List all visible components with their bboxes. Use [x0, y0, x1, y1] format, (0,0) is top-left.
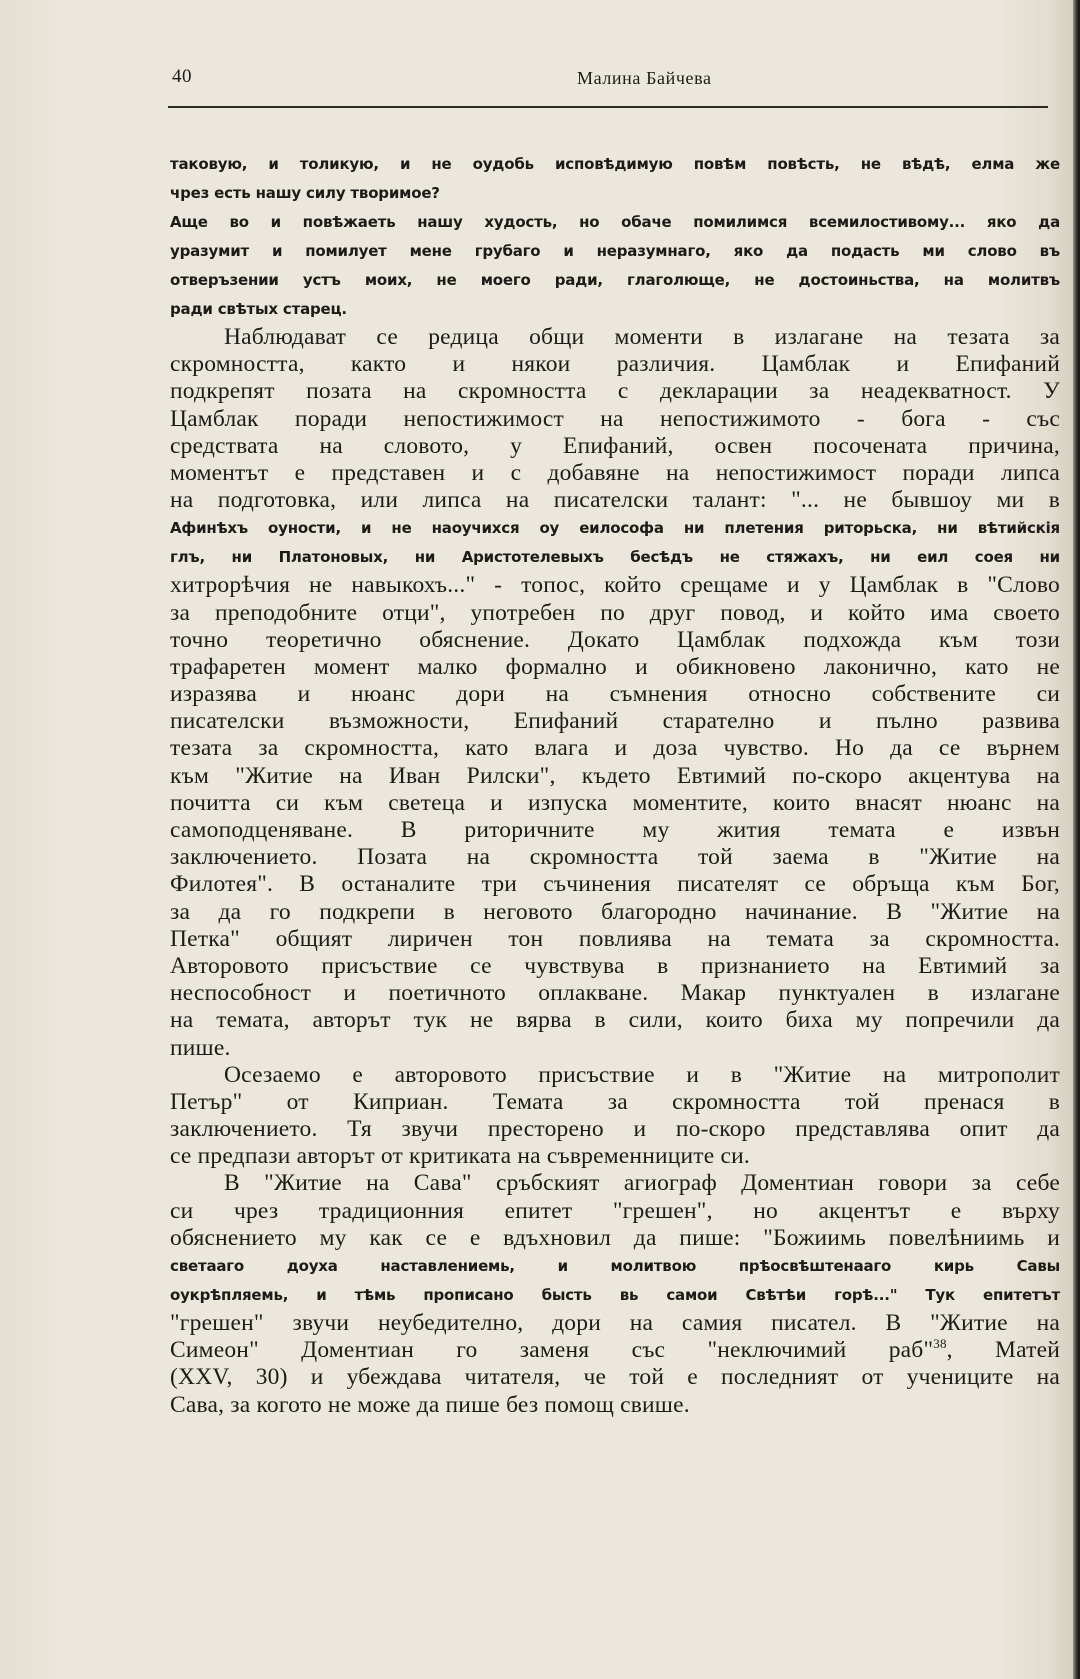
text-line: пише. — [170, 1034, 231, 1061]
text-line: заключението. Тя звучи престорено и по-скоро представлява опит да — [170, 1116, 1060, 1143]
text-line: Осезаемо е авторовото присъствие и в "Житие на митрополит — [224, 1061, 1060, 1088]
text-line: Петка" общият лиричен тон повлиява на темата за скромността. — [170, 925, 1060, 952]
quote-line: светааго доуха наставлениемь, и молитвою прѣосвѣштенааго кирь Савы — [170, 1257, 1060, 1275]
paragraph-1 — [170, 324, 1060, 1062]
text-line: неспособност и поетичното оплакване. Макар пунктуален в излагане — [170, 980, 1060, 1007]
text-line: скромността, както и някои различия. Цамблак и Епифаний — [170, 351, 1060, 378]
quote-line: чрез есть нашу силу творимое? — [170, 184, 440, 202]
text-line: си чрез традиционния епитет "грешен", но акцентът е върху — [170, 1197, 1060, 1224]
quote-line: оукрѣпляемь, и тѣмь прописано бысть вь самои Свѣтѣи горѣ..." Тук епитетът — [170, 1286, 1060, 1304]
text-line: за преподобните отци", употребен по друг повод, и който има своето — [170, 599, 1060, 626]
text-line: за да го подкрепи в неговото благородно начинание. В "Житие на — [170, 898, 1060, 925]
text-segment: , Матей — [946, 1337, 1060, 1364]
quote-line: Аще во и повѣжаеть нашу худость, но обаче помилимся всемилостивому... яко да — [170, 213, 1060, 231]
running-head: Малина Байчева — [577, 68, 712, 88]
quote-line: ради свѣтых старец. — [170, 300, 347, 318]
text-line: Филотея". В останалите три съчинения писателят се обръща към Бог, — [170, 871, 1060, 898]
text-line: подкрепят позата на скромността с декларации за неадекватност. У — [170, 378, 1060, 405]
quote-line: таковую, и толикую, и не оудобь исповѣдимую повѣм повѣсть, не вѣдѣ, елма же — [170, 155, 1060, 173]
text-line: хитрорѣчия не навыкохъ..." - топос, който срещаме и у Цамблак в "Слово — [170, 572, 1060, 599]
text-line: самоподценяване. В риторичните му жития темата е извън — [170, 817, 1060, 843]
footnote-ref: 38 — [933, 1336, 947, 1352]
quote-line: Афинѣхъ оуности, и не наоучихся оу еилософа ни плетения риторьска, ни вѣтийскія — [170, 519, 1060, 538]
paragraph-3 — [170, 1170, 1060, 1418]
text-line: Сава, за когото не може да пише без помощ свише. — [170, 1391, 690, 1418]
page-number: 40 — [172, 66, 192, 87]
text-line: писателски възможности, Епифаний старателно и пълно развива — [170, 708, 1060, 735]
text-segment: Симеон" Доментиан го заменя със "неключимий раб" — [170, 1337, 934, 1364]
header-rule — [168, 106, 1048, 108]
text-line: В "Житие на Сава" сръбският агиограф Доментиан говори за себе — [224, 1170, 1060, 1197]
text-line: заключението. Позата на скромността той заема в "Житие на — [170, 844, 1060, 871]
text-line: на подготовка, или липса на писателски талант: "... не бывшоу ми в — [170, 487, 1060, 514]
text-line: на темата, авторът тук не вярва в сили, които биха му попречили да — [170, 1007, 1060, 1034]
text-line: точно теоретично обяснение. Докато Цамблак подхожда към този — [170, 626, 1060, 653]
text-line: тезата за скромността, като влага и доза чувство. Но да се върнем — [170, 735, 1060, 762]
text-line: почитта си към светеца и изпуска моментите, които внасят нюанс на — [170, 789, 1060, 816]
text-line: Петър" от Киприан. Темата за скромността той пренася в — [170, 1088, 1060, 1115]
paragraph-2 — [170, 1062, 1060, 1171]
text-line: Наблюдават се редица общи моменти в излагане на тезата за — [224, 324, 1060, 350]
quote-line: уразумит и помилует мене грубаго и неразумнаго, яко да подасть ми слово въ — [170, 242, 1060, 260]
slavonic-quote — [170, 150, 1060, 324]
text-line: изразява и нюанс дори на съмнения относно собствените си — [170, 681, 1060, 708]
quote-line: глъ, ни Платоновых, ни Аристотелевыхъ бесѣдъ не стяжахъ, ни еил соея ни — [170, 548, 1060, 567]
body-text — [170, 150, 1060, 1419]
text-line: трафаретен момент малко формално и обикновено лаконично, като не — [170, 653, 1060, 680]
text-line: моментът е представен и с добавяне на непостижимост поради липса — [170, 459, 1060, 486]
quote-line: отверъзении устъ моих, не моего ради, глаголюще, не достоиньства, на молитвъ — [170, 271, 1060, 289]
text-line: (XXV, 30) и убеждава читателя, че той е последният от учениците на — [170, 1364, 1060, 1391]
page-header — [172, 66, 1047, 106]
text-line: средствата на словото, у Епифаний, освен посочената причина, — [170, 432, 1060, 459]
text-line: обяснението му как се е вдъхновил да пише: "Божиимь повелѣниимь и — [170, 1224, 1060, 1251]
text-line: към "Житие на Иван Рилски", където Евтимий по-скоро акцентува на — [170, 762, 1060, 789]
text-line: се предпази авторът от критиката на съвременниците си. — [170, 1143, 750, 1170]
text-line: "грешен" звучи неубедително, дори на самия писател. В "Житие на — [170, 1310, 1060, 1336]
binding-edge — [1073, 0, 1080, 1679]
text-line — [170, 1337, 1060, 1364]
text-line: Авторовото присъствие се чувствува в признанието на Евтимий за — [170, 952, 1060, 979]
text-line: Цамблак поради непостижимост на непостижимото - бога - със — [170, 405, 1060, 432]
